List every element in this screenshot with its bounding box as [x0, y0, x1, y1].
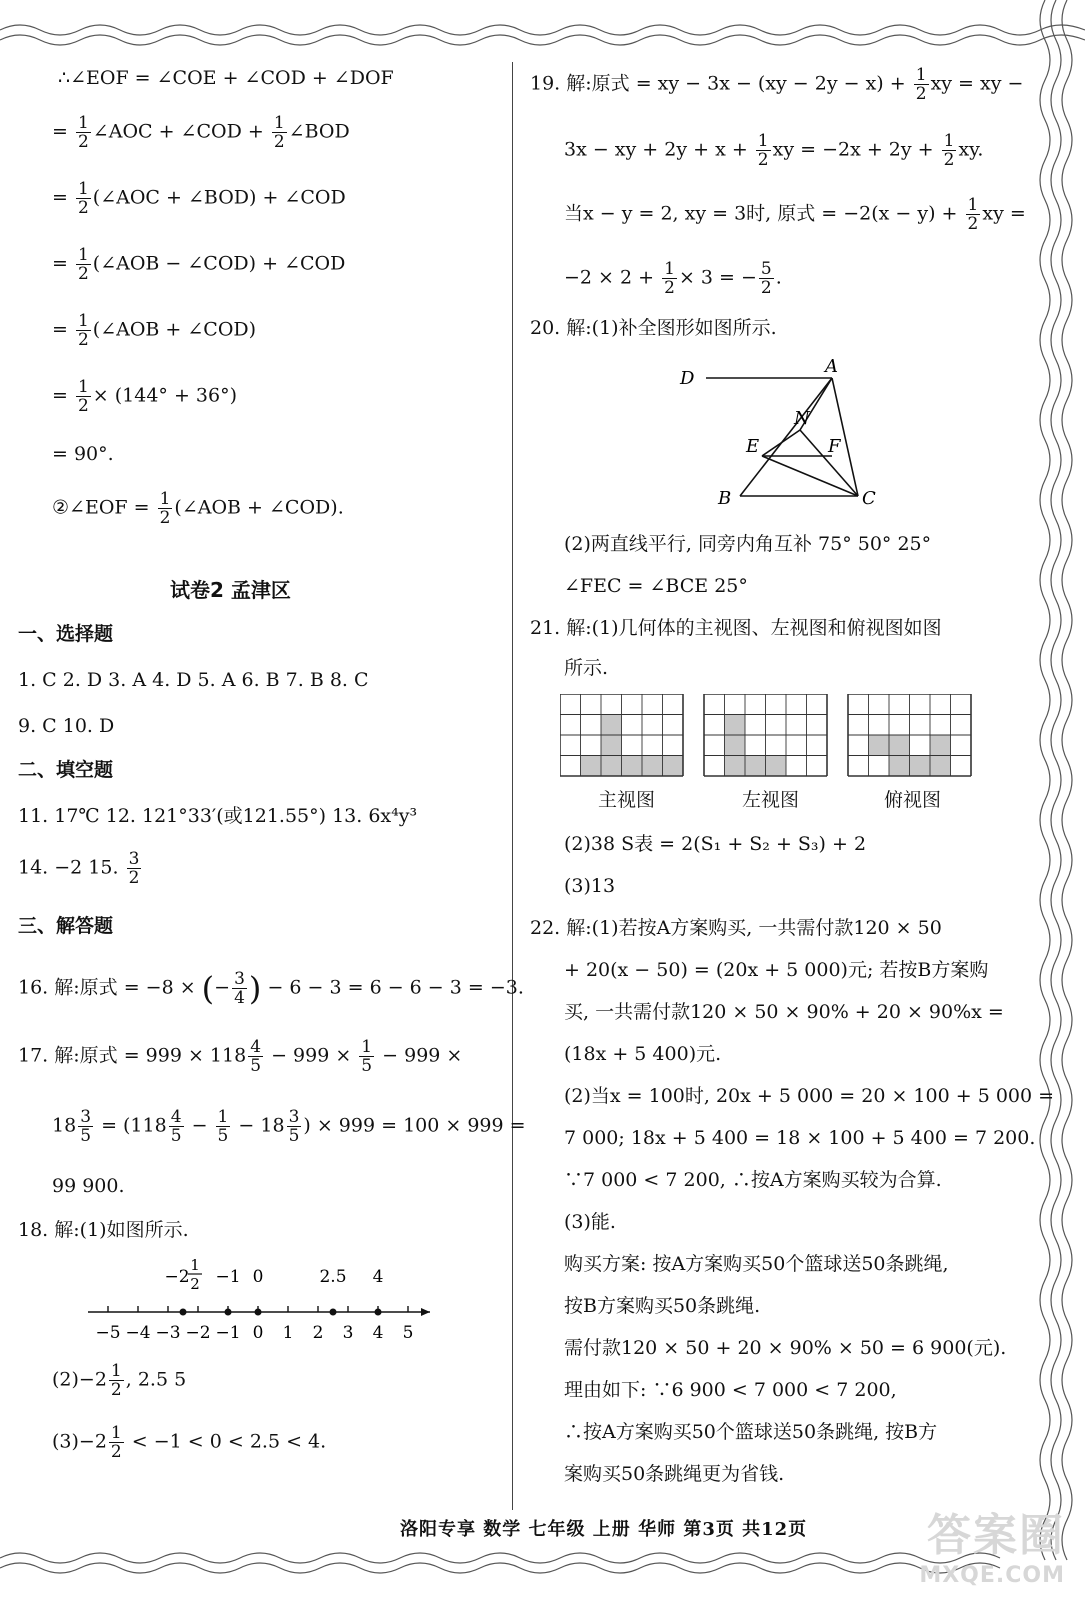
q22-line-12: 理由如下: ∵6 900 < 7 000 < 7 200,: [564, 1379, 897, 1401]
point-label-d: D: [680, 368, 695, 389]
shaded-cell: [725, 735, 746, 756]
q17-solution-3: 99 900.: [52, 1175, 125, 1197]
fill-answers-2: 14. −2 15. $\frac{3}{2}$: [18, 849, 140, 888]
proof-line-2: = $\frac{1}{2}$ ∠AOC + ∠COD + $\frac{1}{2}$ ∠BOD: [52, 113, 350, 152]
q21-part2: (2)38 S表 = 2(S₁ + S₂ + S₃) + 2: [564, 833, 867, 855]
number-line: [78, 1252, 478, 1352]
shaded-cell: [889, 756, 910, 777]
shaded-cell: [930, 756, 951, 777]
q22-line-13: ∴按A方案购买50个篮球送50条跳绳, 按B方: [564, 1421, 938, 1443]
axis-arrow: [421, 1308, 430, 1316]
section-choice: 一、选择题: [18, 623, 114, 645]
plotted-point: [375, 1309, 382, 1316]
plotted-point: [330, 1309, 337, 1316]
q21-part1b: 所示.: [564, 657, 609, 679]
point-label-b: B: [718, 488, 732, 508]
point-label-n: N: [794, 408, 810, 429]
q22-line-11: 需付款120 × 50 + 20 × 90% × 50 = 6 900(元).: [564, 1337, 1007, 1359]
shaded-cell: [622, 756, 643, 777]
q17-solution-1: 17. 解:原式 = 999 × 118 $\frac{4}{5}$ − 999 × $\frac{1}{5}$ − 999 ×: [18, 1037, 463, 1076]
shaded-cell: [601, 715, 622, 736]
proof-line-7: = 90°.: [52, 443, 114, 465]
q22-line-3: 买, 一共需付款120 × 50 × 90% + 20 × 90%x =: [564, 1001, 1004, 1023]
proof-line-1: ∴∠EOF = ∠COE + ∠COD + ∠DOF: [58, 67, 394, 89]
axis-tick-label: 1: [282, 1323, 294, 1343]
q22-line-8: (3)能.: [564, 1211, 616, 1233]
axis-tick-label: −4: [125, 1323, 151, 1343]
view-label-left: 左视图: [742, 789, 800, 811]
q21-part1: 21. 解:(1)几何体的主视图、左视图和俯视图如图: [530, 617, 942, 639]
axis-tick-label: 5: [402, 1323, 414, 1343]
q19-line-2: 3x − xy + 2y + x + $\frac{1}{2}$ xy = −2x + 2y + $\frac{1}{2}$ xy.: [564, 131, 984, 170]
point-label-e: E: [746, 436, 760, 457]
plotted-point: [180, 1309, 187, 1316]
q22-line-5: (2)当x = 100时, 20x + 5 000 = 20 × 100 + 5 000 =: [564, 1085, 1055, 1107]
point-label: 4: [372, 1267, 384, 1287]
shaded-cell: [663, 756, 684, 777]
point-label-f: F: [828, 436, 841, 457]
q19-line-4: −2 × 2 + $\frac{1}{2}$ × 3 = − $\frac{5}{2}$ .: [564, 259, 782, 298]
q19-line-1: 19. 解:原式 = xy − 3x − (xy − 2y − x) + $\frac{1}{2}$ xy = xy −: [530, 65, 1024, 104]
plotted-point: [255, 1309, 262, 1316]
q21-three-views: [560, 694, 980, 784]
point-label: −1: [215, 1267, 241, 1287]
view-label-front: 主视图: [598, 789, 656, 811]
choice-answers-2: 9. C 10. D: [18, 715, 115, 737]
axis-tick-label: 0: [252, 1323, 264, 1343]
view-grid: [704, 694, 827, 776]
q22-line-10: 按B方案购买50条跳绳.: [564, 1295, 761, 1317]
point-label-frac-den: 2: [190, 1275, 200, 1293]
section-title: 试卷2 孟津区: [170, 578, 291, 602]
shaded-cell: [745, 756, 766, 777]
shaded-cell: [889, 735, 910, 756]
q20-part2: (2)两直线平行, 同旁内角互补 75° 50° 25°: [564, 533, 932, 555]
shaded-cell: [930, 735, 951, 756]
q18-part3: (3)−2 $\frac{1}{2}$ < −1 < 0 < 2.5 < 4.: [52, 1423, 327, 1462]
axis-tick-label: −1: [215, 1323, 241, 1343]
section-fill: 二、填空题: [18, 759, 114, 781]
q22-line-14: 案购买50条跳绳更为省钱.: [564, 1463, 785, 1485]
choice-answers-1: 1. C 2. D 3. A 4. D 5. A 6. B 7. B 8. C: [18, 669, 369, 691]
proof-line-6: = $\frac{1}{2}$ × (144° + 36°): [52, 377, 238, 416]
proof-line-8: ②∠EOF = $\frac{1}{2}$ (∠AOB + ∠COD).: [52, 489, 344, 528]
shaded-cell: [601, 756, 622, 777]
q20-part3: ∠FEC = ∠BCE 25°: [564, 575, 748, 597]
axis-tick-label: 3: [342, 1323, 354, 1343]
shaded-cell: [581, 756, 602, 777]
point-label: −2: [164, 1267, 190, 1287]
axis-tick-label: −3: [155, 1323, 181, 1343]
shaded-cell: [910, 756, 931, 777]
axis-tick-label: 4: [372, 1323, 384, 1343]
section-solve: 三、解答题: [18, 915, 114, 937]
q22-line-2: + 20(x − 50) = (20x + 5 000)元; 若按B方案购: [564, 959, 989, 981]
point-label-a: A: [825, 358, 838, 377]
q18-part2: (2)−2 $\frac{1}{2}$ , 2.5 5: [52, 1361, 187, 1400]
axis-tick-label: −5: [95, 1323, 121, 1343]
proof-line-4: = $\frac{1}{2}$ (∠AOB − ∠COD) + ∠COD: [52, 245, 346, 284]
shaded-cell: [725, 756, 746, 777]
q17-solution-2: 18 $\frac{3}{5}$ = (118 $\frac{4}{5}$ − $\frac{1}{5}$ − 18 $\frac{3}{5}$ ) × 999 = 100 × 999 =: [52, 1107, 526, 1146]
view-grid: [848, 694, 971, 776]
q22-line-6: 7 000; 18x + 5 400 = 18 × 100 + 5 400 = 7 200.: [564, 1127, 1036, 1149]
axis-tick-label: 2: [312, 1323, 324, 1343]
q20-part1: 20. 解:(1)补全图形如图所示.: [530, 317, 777, 339]
shaded-cell: [642, 756, 663, 777]
q22-line-4: (18x + 5 400)元.: [564, 1043, 722, 1065]
q19-line-3: 当x − y = 2, xy = 3时, 原式 = −2(x − y) + $\frac{1}{2}$ xy =: [564, 195, 1026, 234]
point-label: 2.5: [319, 1267, 347, 1287]
proof-line-5: = $\frac{1}{2}$ (∠AOB + ∠COD): [52, 311, 257, 350]
q20-geometry-figure: [670, 358, 910, 508]
view-grid: [560, 694, 683, 776]
shaded-cell: [869, 735, 890, 756]
point-label: 0: [252, 1267, 264, 1287]
point-label-c: C: [862, 488, 876, 508]
view-label-top: 俯视图: [884, 789, 942, 811]
q22-line-9: 购买方案: 按A方案购买50个篮球送50条跳绳,: [564, 1253, 949, 1275]
q21-part3: (3)13: [564, 875, 616, 897]
axis-tick-label: −2: [185, 1323, 211, 1343]
point-label-frac-num: 1: [190, 1256, 200, 1274]
shaded-cell: [766, 756, 787, 777]
watermark-logo: 答案圈 MXQE.COM: [919, 1510, 1065, 1588]
fill-answers-1: 11. 17℃ 12. 121°33′(或121.55°) 13. 6x⁴y³: [18, 805, 418, 827]
q22-line-1: 22. 解:(1)若按A方案购买, 一共需付款120 × 50: [530, 917, 942, 939]
plotted-point: [225, 1309, 232, 1316]
q22-line-7: ∵7 000 < 7 200, ∴按A方案购买较为合算.: [564, 1169, 942, 1191]
column-divider: [512, 62, 513, 1510]
q18-part1: 18. 解:(1)如图所示.: [18, 1219, 189, 1241]
shaded-cell: [725, 715, 746, 736]
proof-line-3: = $\frac{1}{2}$ (∠AOC + ∠BOD) + ∠COD: [52, 179, 346, 218]
q16-solution: 16. 解:原式 = −8 × (− $\frac{3}{4}$ ) − 6 − 3 = 6 − 6 − 3 = −3.: [18, 969, 524, 1008]
shaded-cell: [601, 735, 622, 756]
page-footer: 洛阳专享 数学 七年级 上册 华师 第3页 共12页: [400, 1519, 808, 1540]
